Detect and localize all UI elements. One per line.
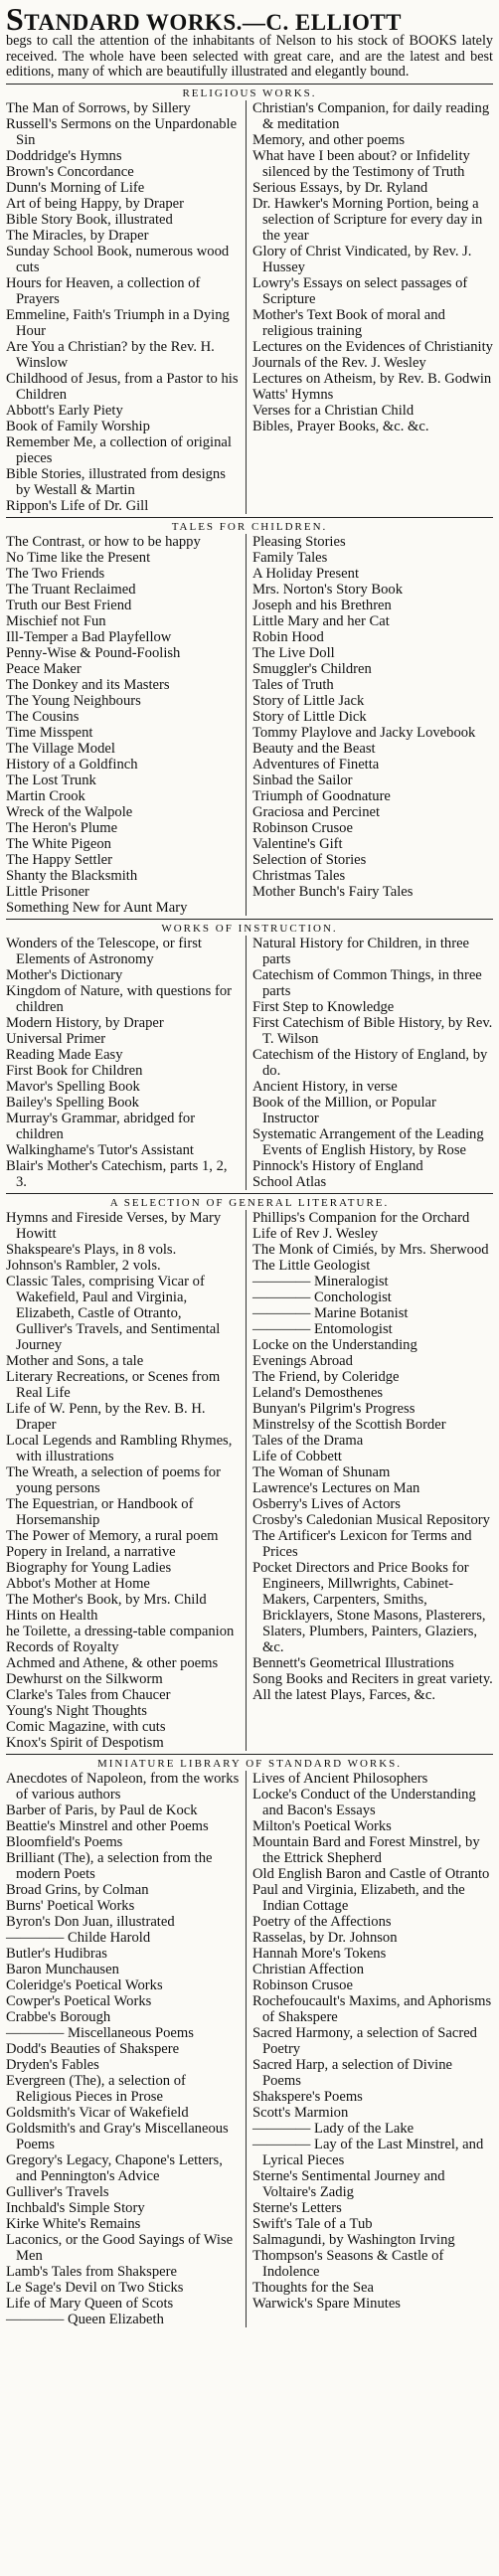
book-title: Little Mary and her Cat (252, 612, 390, 629)
book-title: Minstrelsy of the Scottish Border (252, 1416, 446, 1433)
book-title: Swift's Tale of a Tub (252, 2215, 373, 2232)
right-column (252, 936, 493, 1190)
book-title: The Equestrian, or Handbook of Horsemanship (6, 1495, 194, 1528)
book-title: Leland's Demosthenes (252, 1384, 384, 1401)
book-title: Sinbad the Sailor (252, 772, 353, 788)
book-title: Rippon's Life of Dr. Gill (6, 497, 149, 514)
intro-paragraph: begs to call the attention of the inhabitants of Nelson to his stock of BOOKS lately received. The whole have been selected with great care, and are the latest and best editions, many of which are beautifully illustrated and elegantly bound. (6, 33, 493, 81)
book-title: Dewhurst on the Silkworm (6, 1670, 163, 1687)
book-title: Achmed and Athene, & other poems (6, 1654, 219, 1671)
book-title: A Holiday Present (252, 565, 360, 582)
book-title: Tales of Truth (252, 676, 334, 693)
book-title: Penny-Wise & Pound-Foolish (6, 644, 181, 661)
book-title: Serious Essays, by Dr. Ryland (252, 179, 428, 196)
book-title: Childhood of Jesus, from a Pastor to his Children (6, 370, 239, 403)
section-columns (6, 1210, 493, 1751)
book-title: The Mother's Book, by Mrs. Child (6, 1591, 207, 1608)
book-title: Clarke's Tales from Chaucer (6, 1686, 171, 1703)
book-title: Gulliver's Travels (6, 2183, 109, 2200)
book-title: The Monk of Cimiés, by Mrs. Sherwood (252, 1241, 489, 1258)
book-title: Life of Mary Queen of Scots (6, 2295, 174, 2312)
section-columns (6, 100, 493, 514)
book-title: Thoughts for the Sea (252, 2279, 374, 2296)
book-title: Thompson's Seasons & Castle of Indolence (252, 2247, 444, 2280)
book-title: Kingdom of Nature, with questions for children (6, 982, 232, 1015)
book-title: Lectures on Atheism, by Rev. B. Godwin (252, 370, 492, 387)
book-title: Brown's Concordance (6, 163, 134, 180)
book-title: The Artificer's Lexicon for Terms and Prices (252, 1527, 472, 1560)
right-column (252, 100, 493, 514)
book-title: The Contrast, or how to be happy (6, 533, 201, 550)
book-title: Mother Bunch's Fairy Tales (252, 883, 414, 900)
book-title: Memory, and other poems (252, 131, 406, 148)
book-section (6, 517, 493, 916)
book-title: Universal Primer (6, 1030, 106, 1047)
book-title: Christian's Companion, for daily reading & meditation (252, 99, 490, 132)
book-title: ———— Miscellaneous Poems (6, 2024, 194, 2041)
book-title: Crosby's Caledonian Musical Repository (252, 1511, 490, 1528)
book-title: Murray's Grammar, abridged for children (6, 1110, 196, 1142)
book-title: Comic Magazine, with cuts (6, 1718, 166, 1735)
book-title: Paul and Virginia, Elizabeth, and the Indian Cottage (252, 1881, 465, 1914)
book-title: Knox's Spirit of Despotism (6, 1734, 164, 1751)
book-title: The Wreath, a selection of poems for young persons (6, 1463, 221, 1496)
book-sections (6, 84, 493, 2327)
book-title: The Little Geologist (252, 1257, 371, 1274)
book-title: Local Legends and Rambling Rhymes, with illustrations (6, 1432, 233, 1464)
book-title: No Time like the Present (6, 549, 151, 566)
left-column (6, 936, 247, 1190)
book-title: Systematic Arrangement of the Leading Events of English History, by Rose (252, 1125, 484, 1158)
book-title: Bennett's Geometrical Illustrations (252, 1654, 454, 1671)
book-title: Young's Night Thoughts (6, 1702, 147, 1719)
book-title: Kirke White's Remains (6, 2215, 141, 2232)
book-title: Poetry of the Affections (252, 1913, 392, 1930)
book-title: Russell's Sermons on the Unpardonable Sin (6, 115, 238, 148)
book-title: Sacred Harmony, a selection of Sacred Poetry (252, 2024, 477, 2057)
book-title: Old English Baron and Castle of Otranto (252, 1865, 490, 1882)
book-title: ———— Mineralogist (252, 1273, 389, 1289)
book-title: Mother's Text Book of moral and religious training (252, 306, 445, 339)
section-columns (6, 936, 493, 1190)
book-title: Are You a Christian? by the Rev. H. Winslow (6, 338, 215, 371)
book-title: The Two Friends (6, 565, 105, 582)
book-title: Graciosa and Percinet (252, 803, 381, 820)
book-title: Gregory's Legacy, Chapone's Letters, and Pennington's Advice (6, 2151, 223, 2184)
book-title: Martin Crook (6, 787, 85, 804)
book-title: Popery in Ireland, a narrative (6, 1543, 176, 1560)
book-title: Shakspere's Poems (252, 2088, 363, 2105)
book-title: Triumph of Goodnature (252, 787, 391, 804)
book-title: Valentine's Gift (252, 835, 343, 852)
book-title: he Toilette, a dressing-table companion (6, 1623, 235, 1639)
book-title: First Book for Children (6, 1062, 143, 1079)
book-title: Milton's Poetical Works (252, 1817, 392, 1834)
book-title: Laconics, or the Good Sayings of Wise Men (6, 2231, 234, 2264)
book-title: Barber of Paris, by Paul de Kock (6, 1802, 198, 1818)
book-title: The Power of Memory, a rural poem (6, 1527, 219, 1544)
book-title: Bibles, Prayer Books, &c. &c. (252, 418, 429, 434)
book-title: Butler's Hudibras (6, 1945, 107, 1962)
book-title: Pleasing Stories (252, 533, 346, 550)
book-title: Time Misspent (6, 724, 93, 741)
book-title: First Step to Knowledge (252, 998, 395, 1015)
book-title: Byron's Don Juan, illustrated (6, 1913, 175, 1930)
book-title: Lamb's Tales from Shakspere (6, 2263, 177, 2280)
book-title: Song Books and Reciters in great variety. (252, 1670, 493, 1687)
book-title: Emmeline, Faith's Triumph in a Dying Hour (6, 306, 230, 339)
book-title: Shanty the Blacksmith (6, 867, 138, 884)
book-title: ———— Marine Botanist (252, 1304, 409, 1321)
book-title: Natural History for Children, in three parts (252, 935, 470, 967)
book-title: Beauty and the Beast (252, 740, 376, 757)
book-title: Mrs. Norton's Story Book (252, 581, 404, 598)
book-title: Anecdotes of Napoleon, from the works of various authors (6, 1770, 240, 1803)
book-title: Brilliant (The), a selection from the modern Poets (6, 1849, 213, 1882)
book-title: Bible Stories, illustrated from designs by Westall & Martin (6, 465, 226, 498)
book-section (6, 1193, 493, 1751)
book-title: Christmas Tales (252, 867, 346, 884)
book-title: All the latest Plays, Farces, &c. (252, 1686, 436, 1703)
book-title: Selection of Stories (252, 851, 367, 868)
book-title: Evenings Abroad (252, 1352, 353, 1369)
book-title: Mountain Bard and Forest Minstrel, by the Ettrick Shepherd (252, 1833, 480, 1866)
book-title: Bunyan's Pilgrim's Progress (252, 1400, 416, 1417)
book-title: Dodd's Beauties of Shakspere (6, 2040, 180, 2057)
book-title: Verses for a Christian Child (252, 402, 415, 419)
book-title: ———— Conchologist (252, 1288, 392, 1305)
book-section (6, 919, 493, 1190)
book-title: The Man of Sorrows, by Sillery (6, 99, 191, 116)
book-title: Dryden's Fables (6, 2056, 99, 2073)
book-title: Joseph and his Brethren (252, 597, 392, 613)
book-title: The Woman of Shunam (252, 1463, 391, 1480)
book-title: Warwick's Spare Minutes (252, 2295, 401, 2312)
book-title: Bible Story Book, illustrated (6, 211, 173, 228)
book-title: Pocket Directors and Price Books for Engineers, Millwrights, Cabinet-Makers, Carpenters, Smiths, Bricklayers, Stone Masons, Plasterers, Slaters, Plumbers, Painters, Glaziers, &c. (252, 1559, 486, 1655)
book-title: Ancient History, in verse (252, 1078, 398, 1095)
book-title: Goldsmith's and Gray's Miscellaneous Poems (6, 2120, 229, 2152)
book-title: Salmagundi, by Washington Irving (252, 2231, 455, 2248)
book-title: Watts' Hymns (252, 386, 334, 403)
book-title: Records of Royalty (6, 1638, 119, 1655)
book-title: Truth our Best Friend (6, 597, 132, 613)
book-title: Robinson Crusoe (252, 1976, 353, 1993)
book-title: Rasselas, by Dr. Johnson (252, 1929, 398, 1946)
book-title: Wreck of the Walpole (6, 803, 133, 820)
book-title: Abbot's Mother at Home (6, 1575, 150, 1592)
book-title: The Young Neighbours (6, 692, 141, 709)
book-title: Blair's Mother's Catechism, parts 1, 2, 3. (6, 1157, 228, 1190)
section-title: RELIGIOUS WORKS. (6, 84, 493, 100)
book-title: Le Sage's Devil on Two Sticks (6, 2279, 184, 2296)
book-title: Lectures on the Evidences of Christianity (252, 338, 493, 355)
book-title: Hours for Heaven, a collection of Prayers (6, 274, 201, 307)
book-title: Shakspeare's Plays, in 8 vols. (6, 1241, 177, 1258)
book-title: The White Pigeon (6, 835, 111, 852)
book-title: Literary Recreations, or Scenes from Real Life (6, 1368, 221, 1401)
book-title: Abbott's Early Piety (6, 402, 123, 419)
book-title: Something New for Aunt Mary (6, 899, 188, 916)
book-title: Coleridge's Poetical Works (6, 1976, 163, 1993)
headline (6, 1, 493, 37)
book-title: ———— Entomologist (252, 1320, 393, 1337)
book-title: Evergreen (The), a selection of Religious Pieces in Prose (6, 2072, 186, 2105)
book-title: Modern History, by Draper (6, 1014, 164, 1031)
book-title: Johnson's Rambler, 2 vols. (6, 1257, 161, 1274)
section-columns (6, 1771, 493, 2327)
book-title: Journals of the Rev. J. Wesley (252, 354, 426, 371)
book-title: Ill-Temper a Bad Playfellow (6, 628, 172, 645)
book-title: Goldsmith's Vicar of Wakefield (6, 2104, 189, 2121)
book-title: Art of being Happy, by Draper (6, 195, 184, 212)
book-title: ———— Queen Elizabeth (6, 2311, 164, 2327)
book-title: Family Tales (252, 549, 328, 566)
book-title: Broad Grins, by Colman (6, 1881, 149, 1898)
book-title: Lives of Ancient Philosophers (252, 1770, 428, 1787)
book-title: Reading Made Easy (6, 1046, 123, 1063)
book-section (6, 1754, 493, 2327)
book-title: Life of Rev J. Wesley (252, 1225, 379, 1242)
book-title: Glory of Christ Vindicated, by Rev. J. Hussey (252, 243, 472, 275)
book-title: Bailey's Spelling Book (6, 1094, 139, 1111)
book-title: Bloomfield's Poems (6, 1833, 123, 1850)
section-title: TALES FOR CHILDREN. (6, 517, 493, 534)
book-title: First Catechism of Bible History, by Rev. T. Wilson (252, 1014, 493, 1047)
book-title: Dr. Hawker's Morning Portion, being a selection of Scripture for every day in the year (252, 195, 483, 244)
book-title: The Truant Reclaimed (6, 581, 136, 598)
book-title: Remember Me, a collection of original pieces (6, 433, 232, 466)
book-title: Baron Munchausen (6, 1961, 119, 1977)
book-title: Life of W. Penn, by the Rev. B. H. Draper (6, 1400, 206, 1433)
right-column (252, 1771, 493, 2327)
book-title: Rochefoucault's Maxims, and Aphorisms of Shakspere (252, 1992, 492, 2025)
headline-lead-letter: S (6, 1, 25, 37)
section-title: A SELECTION OF GENERAL LITERATURE. (6, 1193, 493, 1210)
book-title: The Lost Trunk (6, 772, 96, 788)
book-section (6, 84, 493, 514)
book-title: Christian Affection (252, 1961, 365, 1977)
book-title: Doddridge's Hymns (6, 147, 122, 164)
book-title: Biography for Young Ladies (6, 1559, 172, 1576)
book-title: History of a Goldfinch (6, 756, 138, 773)
book-title: Robinson Crusoe (252, 819, 353, 836)
book-title: Inchbald's Simple Story (6, 2199, 145, 2216)
book-title: Little Prisoner (6, 883, 89, 900)
book-title: Peace Maker (6, 660, 82, 677)
book-title: The Village Model (6, 740, 115, 757)
book-title: Beattie's Minstrel and other Poems (6, 1817, 209, 1834)
left-column (6, 1771, 247, 2327)
book-title: Osberry's Lives of Actors (252, 1495, 401, 1512)
book-title: The Friend, by Coleridge (252, 1368, 400, 1385)
book-title: Mother and Sons, a tale (6, 1352, 144, 1369)
left-column (6, 100, 247, 514)
book-title: ———— Childe Harold (6, 1929, 151, 1946)
book-title: Story of Little Dick (252, 708, 367, 725)
book-title: Lowry's Essays on select passages of Scripture (252, 274, 468, 307)
book-title: Mother's Dictionary (6, 966, 123, 983)
book-title: Locke's Conduct of the Understanding and Bacon's Essays (252, 1786, 476, 1818)
book-title: Mavor's Spelling Book (6, 1078, 140, 1095)
book-title: Tommy Playlove and Jacky Lovebook (252, 724, 476, 741)
book-title: Lawrence's Lectures on Man (252, 1479, 420, 1496)
section-title: WORKS OF INSTRUCTION. (6, 919, 493, 936)
book-title: School Atlas (252, 1173, 327, 1190)
book-title: Adventures of Finetta (252, 756, 380, 773)
book-title: Book of Family Worship (6, 418, 150, 434)
book-title: Crabbe's Borough (6, 2008, 111, 2025)
book-title: Story of Little Jack (252, 692, 365, 709)
book-title: Sterne's Letters (252, 2199, 342, 2216)
book-title: What have I been about? or Infidelity silenced by the Testimony of Truth (252, 147, 470, 180)
book-title: Classic Tales, comprising Vicar of Wakefield, Paul and Virginia, Elizabeth, Castle of Otranto, Gulliver's Travels, and Sentimental Journey (6, 1273, 221, 1353)
book-title: Wonders of the Telescope, or first Elements of Astronomy (6, 935, 202, 967)
book-title: Hannah More's Tokens (252, 1945, 387, 1962)
book-title: Phillips's Companion for the Orchard (252, 1209, 470, 1226)
book-title: The Cousins (6, 708, 80, 725)
book-title: ———— Lay of the Last Minstrel, and Lyrical Pieces (252, 2136, 484, 2168)
book-title: Life of Cobbett (252, 1448, 342, 1464)
book-title: Catechism of the History of England, by do. (252, 1046, 488, 1079)
book-title: The Heron's Plume (6, 819, 118, 836)
book-title: The Miracles, by Draper (6, 227, 149, 244)
book-title: The Donkey and its Masters (6, 676, 170, 693)
headline-text: TANDARD WORKS.—C. ELLIOTT (24, 10, 403, 35)
book-title: Hymns and Fireside Verses, by Mary Howitt (6, 1209, 222, 1242)
book-title: Book of the Million, or Popular Instructor (252, 1094, 436, 1126)
book-title: Burns' Poetical Works (6, 1897, 135, 1914)
right-column (252, 534, 493, 916)
book-title: Locke on the Understanding (252, 1336, 417, 1353)
section-columns (6, 534, 493, 916)
book-title: The Happy Settler (6, 851, 112, 868)
book-title: Mischief not Fun (6, 612, 106, 629)
book-title: Scott's Marmion (252, 2104, 349, 2121)
book-title: Smuggler's Children (252, 660, 372, 677)
left-column (6, 1210, 247, 1751)
book-title: Robin Hood (252, 628, 324, 645)
book-title: Sacred Harp, a selection of Divine Poems (252, 2056, 452, 2089)
book-title: Hints on Health (6, 1607, 98, 1624)
book-title: Pinnock's History of England (252, 1157, 423, 1174)
book-title: Cowper's Poetical Works (6, 1992, 152, 2009)
section-title: MINIATURE LIBRARY OF STANDARD WORKS. (6, 1754, 493, 1771)
right-column (252, 1210, 493, 1751)
left-column (6, 534, 247, 916)
book-title: Sunday School Book, numerous wood cuts (6, 243, 230, 275)
book-title: Dunn's Morning of Life (6, 179, 145, 196)
book-title: Sterne's Sentimental Journey and Voltaire's Zadig (252, 2167, 445, 2200)
book-title: The Live Doll (252, 644, 335, 661)
book-title: ———— Lady of the Lake (252, 2120, 415, 2137)
book-title: Tales of the Drama (252, 1432, 364, 1449)
book-title: Catechism of Common Things, in three parts (252, 966, 482, 999)
book-title: Walkinghame's Tutor's Assistant (6, 1141, 194, 1158)
